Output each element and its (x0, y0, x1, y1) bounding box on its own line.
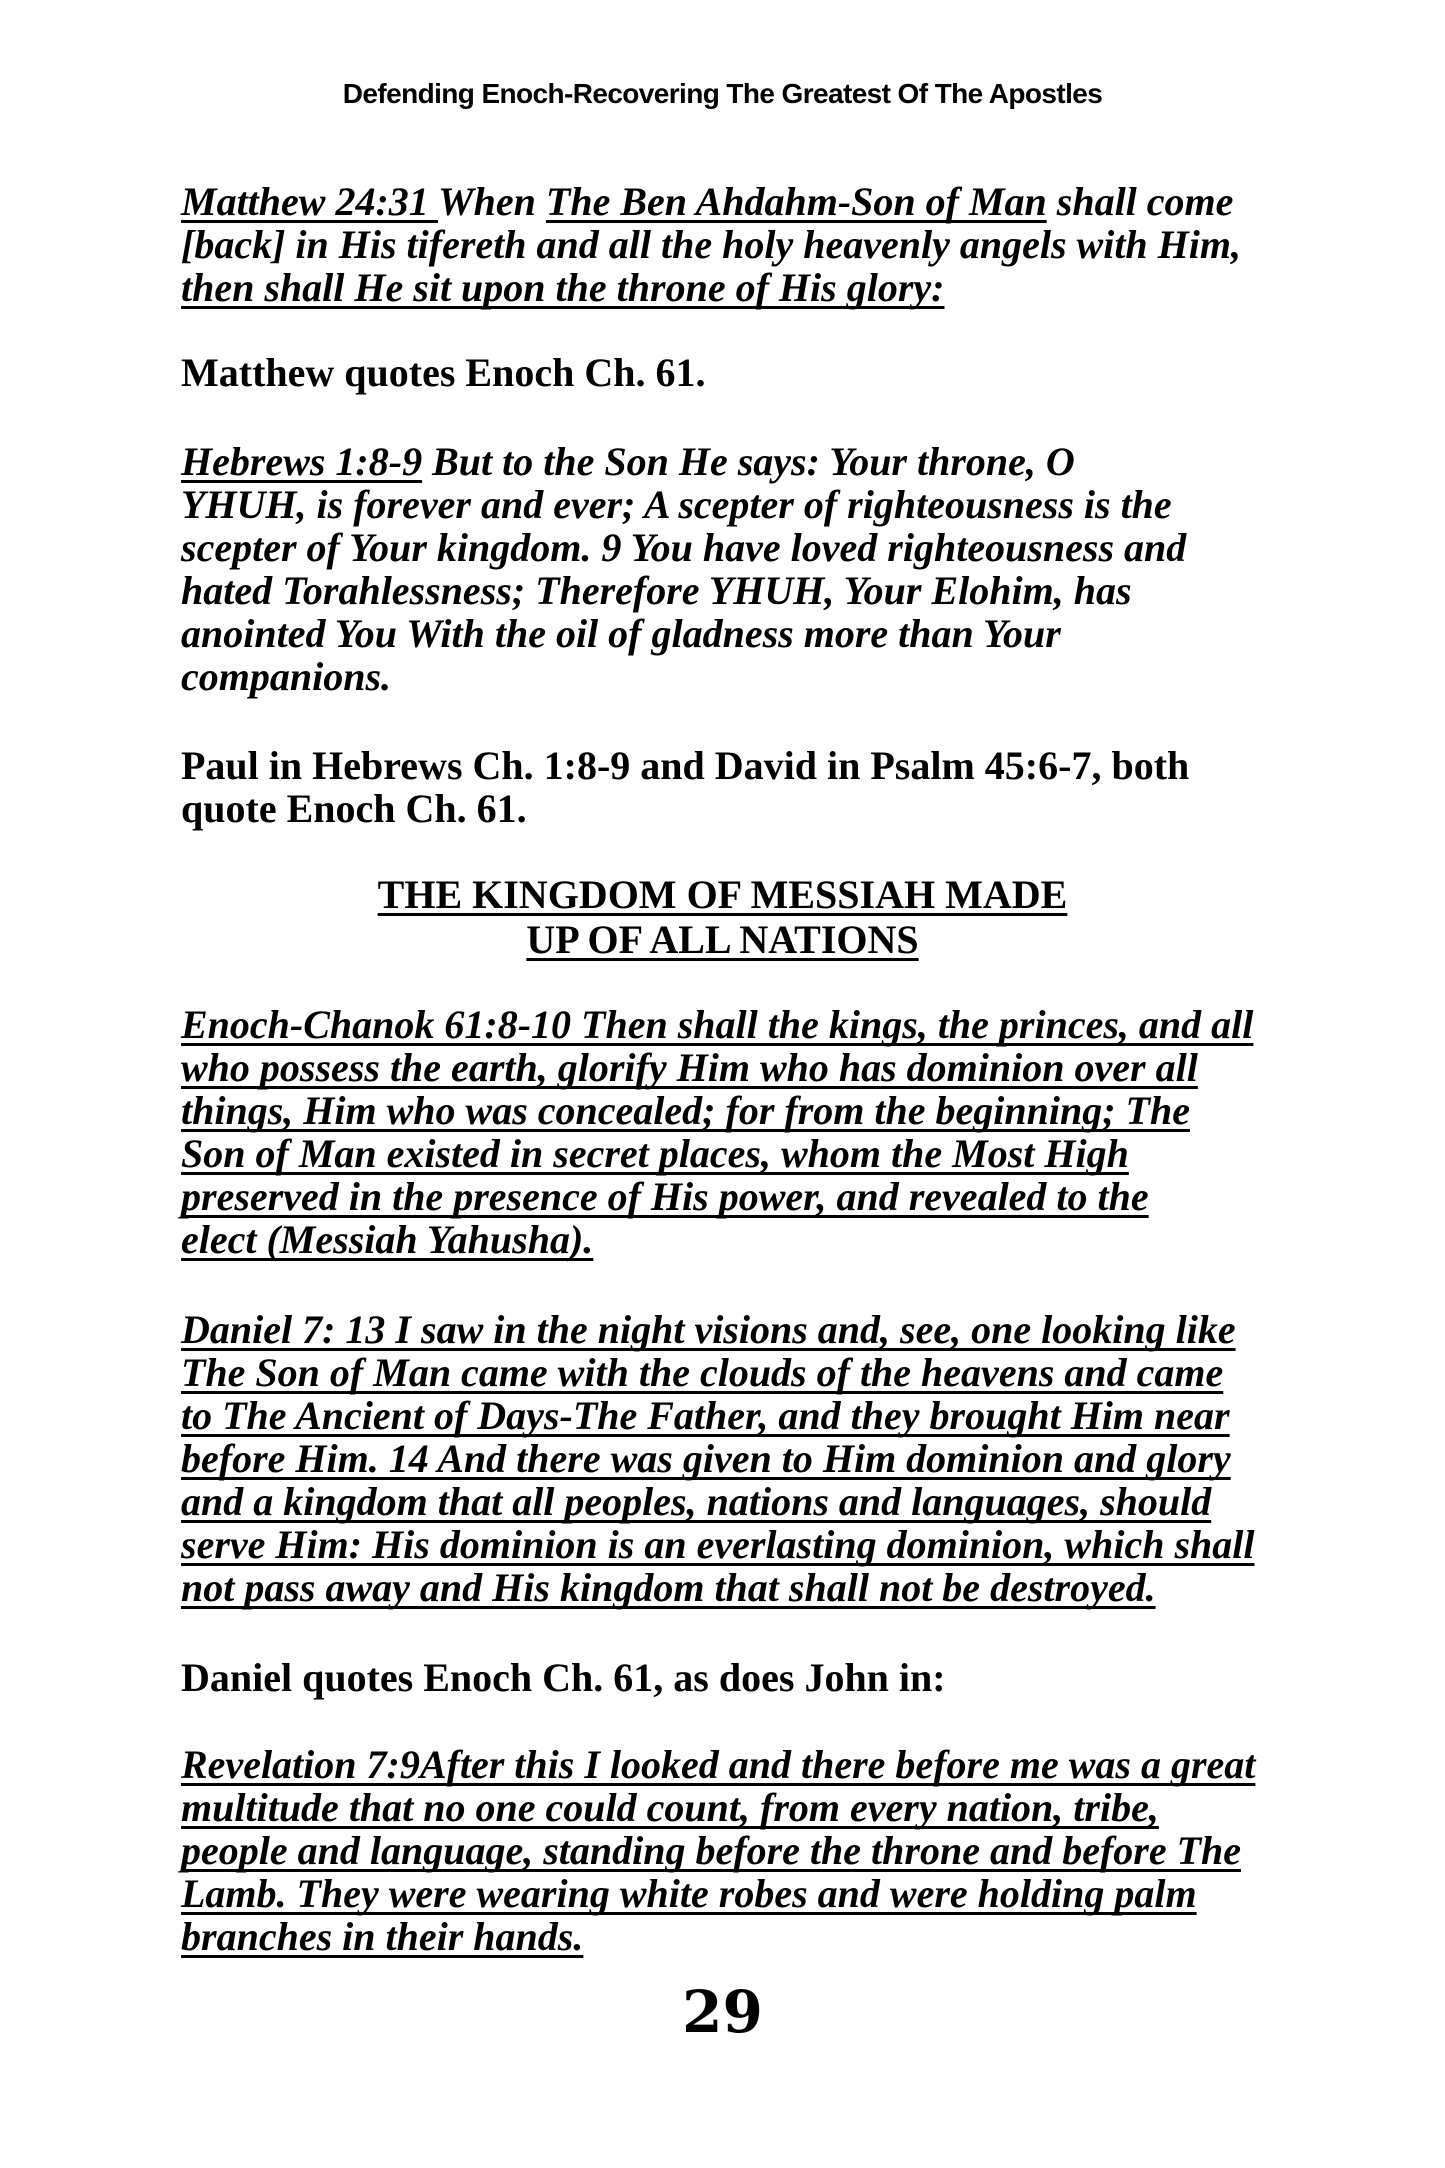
underlined-text: UP OF ALL NATIONS (526, 917, 919, 962)
underlined-text: elect (Messiah Yahusha). (181, 1217, 594, 1262)
underlined-text: Daniel 7: 13 I saw in the night visions and, see, one looking like (181, 1307, 1236, 1352)
daniel-quote-line (181, 1394, 1230, 1437)
paul-comment-line (181, 787, 527, 830)
matthew-quote-line (181, 266, 944, 309)
text-run: Paul in Hebrews Ch. 1:8-9 and David in Psalm 45:6-7, both (181, 743, 1190, 788)
text-run: Matthew quotes Enoch Ch. 61. (181, 350, 706, 395)
hebrews-quote-line (181, 440, 1075, 483)
underlined-text: Matthew 24:31 (181, 179, 439, 224)
underlined-text: Enoch-Chanok 61:8-10 Then shall the kings, the princes, and all (181, 1002, 1254, 1047)
underlined-text: preserved in the presence of His power, and revealed to the (181, 1174, 1149, 1219)
text-run: When (438, 179, 546, 224)
text-run: Daniel quotes Enoch Ch. 61, as does John in: (181, 1655, 946, 1700)
daniel-quote-line (181, 1437, 1231, 1480)
matthew-quote-line (181, 223, 1241, 266)
underlined-text: Lamb. They were wearing white robes and were holding palm (181, 1871, 1197, 1916)
text-run: hated Torahlessness; Therefore YHUH, Your Elohim, has (181, 568, 1132, 613)
matthew-comment-line (181, 351, 705, 394)
underlined-text: people and language, standing before the throne and before The (181, 1828, 1242, 1873)
revelation-quote-line (181, 1786, 1159, 1829)
text-run: But to the Son He says: Your throne, O (422, 439, 1075, 484)
section-heading-line (0, 873, 1445, 916)
revelation-quote-line (181, 1829, 1241, 1872)
enoch-quote-line (181, 1132, 1129, 1175)
paul-comment-line (181, 744, 1189, 787)
underlined-text: Hebrews 1:8-9 (181, 439, 423, 484)
underlined-text: multitude that no one could count, from every nation, tribe, (181, 1785, 1159, 1830)
enoch-quote-line (181, 1089, 1190, 1132)
enoch-quote-line (181, 1046, 1198, 1089)
revelation-quote-line (181, 1743, 1255, 1786)
enoch-quote-line (181, 1218, 593, 1261)
underlined-text: The Son of Man came with the clouds of the heavens and came (181, 1350, 1224, 1395)
page-number: 29 (682, 1978, 763, 2046)
underlined-text: not pass away and His kingdom that shall not be destroyed. (181, 1565, 1156, 1610)
underlined-text: serve Him: His dominion is an everlasting dominion, which shall (181, 1522, 1255, 1567)
underlined-text: THE KINGDOM OF MESSIAH MADE (377, 872, 1068, 917)
text-run: scepter of Your kingdom. 9 You have loved righteousness and (181, 525, 1187, 570)
hebrews-quote-line (181, 526, 1186, 569)
text-run: anointed You With the oil of gladness more than Your (181, 611, 1061, 656)
matthew-quote-line (181, 180, 1233, 223)
underlined-text: Revelation 7:9After this I looked and there before me was a great (181, 1742, 1256, 1787)
running-header: Defending Enoch-Recovering The Greatest Of The Apostles (342, 78, 1103, 109)
section-heading-line (0, 918, 1445, 961)
underlined-text: things, Him who was concealed; for from the beginning; The (181, 1088, 1190, 1133)
hebrews-quote-line (181, 612, 1061, 655)
hebrews-quote-line (181, 483, 1172, 526)
hebrews-quote-line (181, 569, 1132, 612)
text-run: quote Enoch Ch. 61. (181, 786, 527, 831)
underlined-text: The Ben Ahdahm-Son of Man (545, 179, 1047, 224)
revelation-quote-line (181, 1872, 1197, 1915)
underlined-text: Son of Man existed in secret places, whom the Most High (181, 1131, 1129, 1176)
underlined-text: who possess the earth, glorify Him who has dominion over all (181, 1045, 1198, 1090)
daniel-quote-line (181, 1566, 1156, 1609)
underlined-text: and a kingdom that all peoples, nations and languages, should (181, 1479, 1212, 1524)
daniel-quote-line (181, 1308, 1236, 1351)
enoch-quote-line (181, 1175, 1149, 1218)
underlined-text: before Him. 14 And there was given to Him dominion and glory (181, 1436, 1231, 1481)
daniel-quote-line (181, 1523, 1255, 1566)
underlined-text: then shall He sit upon the throne of His glory: (181, 265, 945, 310)
hebrews-quote-line (181, 655, 391, 698)
daniel-comment-line (181, 1656, 946, 1699)
underlined-text: to The Ancient of Days-The Father, and they brought Him near (181, 1393, 1230, 1438)
enoch-quote-line (181, 1003, 1253, 1046)
daniel-quote-line (181, 1480, 1211, 1523)
text-run: companions. (181, 654, 392, 699)
revelation-quote-line (181, 1915, 583, 1958)
text-run: [back] in His tifereth and all the holy heavenly angels with Him, (181, 222, 1242, 267)
text-run: YHUH, is forever and ever; A scepter of righteousness is the (181, 482, 1172, 527)
text-run: shall come (1046, 179, 1234, 224)
underlined-text: branches in their hands. (181, 1914, 584, 1959)
daniel-quote-line (181, 1351, 1223, 1394)
